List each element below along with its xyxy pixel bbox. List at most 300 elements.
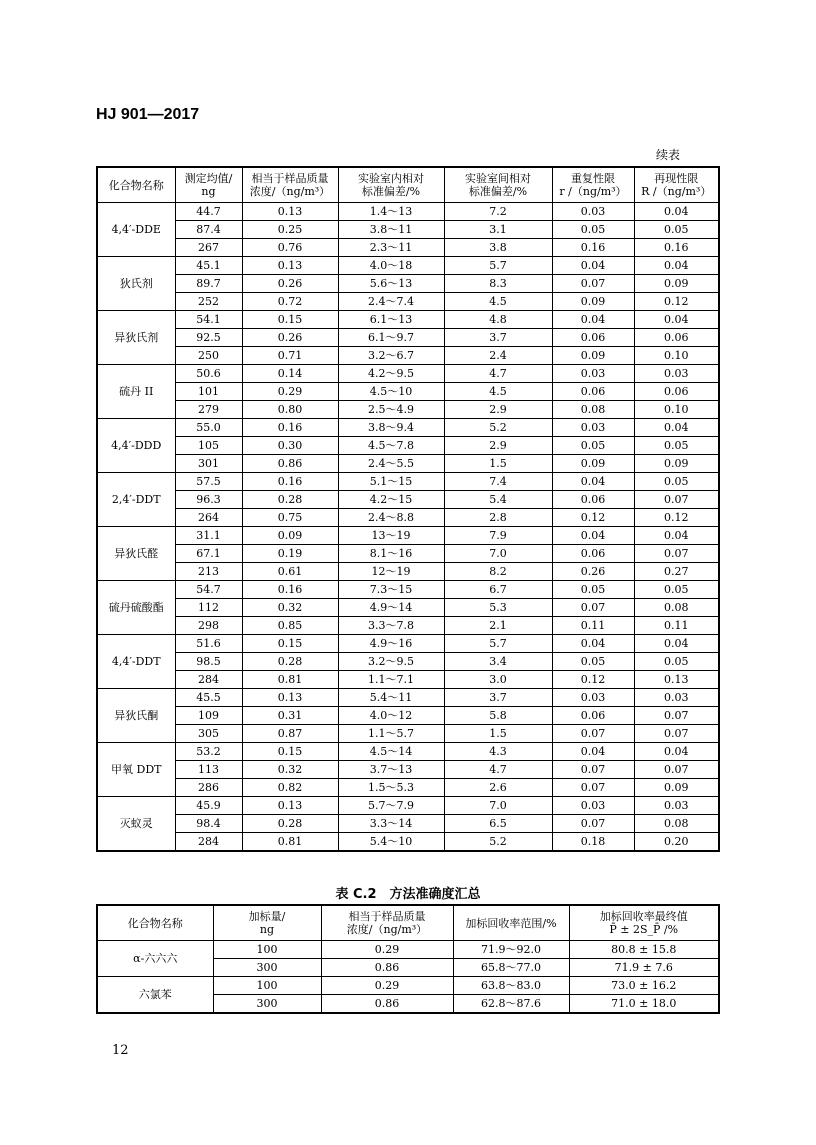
table-cell: 0.07 [634, 545, 719, 563]
table-row [97, 221, 719, 239]
table-cell: 0.09 [552, 293, 634, 311]
table-cell: 0.04 [552, 311, 634, 329]
table-row [97, 635, 719, 653]
table-cell: 0.07 [634, 491, 719, 509]
table-cell: 45.9 [175, 797, 242, 815]
table-cell: 0.04 [552, 635, 634, 653]
compound-name: 硫丹 II [97, 365, 175, 419]
table-row [97, 473, 719, 491]
table-cell: 4.0～18 [338, 257, 444, 275]
table-cell: 2.6 [444, 779, 552, 797]
table-cell: 0.10 [634, 401, 719, 419]
table-cell: 0.13 [242, 689, 338, 707]
table-cell: 0.03 [552, 365, 634, 383]
table-cell: 55.0 [175, 419, 242, 437]
standard-number: HJ 901—2017 [96, 106, 200, 123]
table-cell: 0.81 [242, 833, 338, 852]
table-cell: 0.80 [242, 401, 338, 419]
compound-name: 2,4′-DDT [97, 473, 175, 527]
table-row [97, 509, 719, 527]
table-row [97, 581, 719, 599]
column-header [97, 905, 213, 941]
table-cell: 5.7 [444, 635, 552, 653]
table-cell: 2.9 [444, 401, 552, 419]
table-cell: 71.9 ± 7.6 [569, 959, 719, 977]
table-row [97, 329, 719, 347]
table-cell: 2.1 [444, 617, 552, 635]
table-row [97, 401, 719, 419]
table-cell: 0.05 [634, 473, 719, 491]
table-cell: 0.16 [552, 239, 634, 257]
table-row [97, 437, 719, 455]
table-cell: 0.86 [242, 455, 338, 473]
table-cell: 1.4～13 [338, 203, 444, 221]
table-cell: 62.8～87.6 [453, 995, 569, 1014]
continued-label: 续表 [656, 148, 681, 162]
table-cell: 5.2 [444, 833, 552, 852]
table-cell: 0.07 [552, 725, 634, 743]
table-cell: 5.3 [444, 599, 552, 617]
table-cell: 8.2 [444, 563, 552, 581]
table-cell: 0.03 [552, 203, 634, 221]
table-cell: 0.07 [552, 815, 634, 833]
table-cell: 0.05 [552, 437, 634, 455]
table-cell: 3.3～14 [338, 815, 444, 833]
table-cell: 3.8～11 [338, 221, 444, 239]
table-cell: 0.05 [634, 581, 719, 599]
table-cell: 0.08 [634, 815, 719, 833]
table-cell: 0.03 [552, 797, 634, 815]
table-cell: 0.08 [552, 401, 634, 419]
compound-name: 4,4′-DDD [97, 419, 175, 473]
table-cell: 279 [175, 401, 242, 419]
table-cell: 0.06 [552, 545, 634, 563]
table-cell: 4.2～15 [338, 491, 444, 509]
table-cell: 0.86 [321, 959, 453, 977]
table-cell: 0.04 [552, 743, 634, 761]
table-cell: 1.1～5.7 [338, 725, 444, 743]
table-cell: 300 [213, 995, 321, 1014]
table-cell: 0.81 [242, 671, 338, 689]
table-cell: 2.4～5.5 [338, 455, 444, 473]
table-cell: 4.5～14 [338, 743, 444, 761]
table-cell: 0.13 [634, 671, 719, 689]
table-c2-title: 表 C.2 方法准确度汇总 [335, 887, 481, 902]
compound-name: 甲氧 DDT [97, 743, 175, 797]
table-cell: 0.04 [552, 527, 634, 545]
table-cell: 0.06 [552, 491, 634, 509]
table-cell: 0.04 [634, 419, 719, 437]
header-line: ng [259, 923, 275, 936]
table-row [97, 545, 719, 563]
table-cell: 0.06 [552, 383, 634, 401]
table-cell: 0.04 [634, 257, 719, 275]
table-row [97, 977, 719, 995]
table-cell: 0.07 [552, 275, 634, 293]
table-cell: 0.14 [242, 365, 338, 383]
table-cell: 0.12 [634, 293, 719, 311]
header-line: 浓度/（ng/m³） [249, 185, 331, 198]
table-row [97, 833, 719, 852]
table-cell: 65.8～77.0 [453, 959, 569, 977]
table-cell: 45.1 [175, 257, 242, 275]
table-cell: 0.04 [634, 311, 719, 329]
table-cell: 100 [213, 941, 321, 959]
table-cell: 6.1～13 [338, 311, 444, 329]
table-cell: 53.2 [175, 743, 242, 761]
table-cell: 0.16 [634, 239, 719, 257]
table-cell: 3.0 [444, 671, 552, 689]
table-cell: 96.3 [175, 491, 242, 509]
table-cell: 0.82 [242, 779, 338, 797]
table-row [97, 725, 719, 743]
table-row [97, 941, 719, 959]
table-cell: 51.6 [175, 635, 242, 653]
table-cell: 4.9～14 [338, 599, 444, 617]
table-cell: 0.05 [634, 437, 719, 455]
table-cell: 0.75 [242, 509, 338, 527]
table-cell: 4.9～16 [338, 635, 444, 653]
table-cell: 0.32 [242, 599, 338, 617]
table-cell: 250 [175, 347, 242, 365]
table-cell: 3.7 [444, 689, 552, 707]
column-header [453, 905, 569, 941]
table-cell: 0.26 [242, 275, 338, 293]
table-cell: 0.15 [242, 311, 338, 329]
table-row [97, 689, 719, 707]
table-cell: 6.7 [444, 581, 552, 599]
compound-name: 灭蚁灵 [97, 797, 175, 852]
table-cell: 45.5 [175, 689, 242, 707]
table-cell: 0.28 [242, 653, 338, 671]
table-cell: 4.5 [444, 383, 552, 401]
column-header [444, 167, 552, 203]
header-line: 再现性限 [654, 172, 699, 185]
column-header [321, 905, 453, 941]
table-cell: 5.4～11 [338, 689, 444, 707]
table-cell: 109 [175, 707, 242, 725]
table-cell: 252 [175, 293, 242, 311]
header-line: P̄ ± 2S_P̄ /% [609, 923, 679, 936]
table-cell: 284 [175, 833, 242, 852]
table-cell: 0.04 [634, 743, 719, 761]
table-cell: 2.9 [444, 437, 552, 455]
compound-name: 异狄氏酮 [97, 689, 175, 743]
table-cell: 0.05 [552, 581, 634, 599]
accuracy-table [96, 904, 720, 1014]
header-line: 浓度/（ng/m³） [346, 923, 428, 936]
table-cell: 0.27 [634, 563, 719, 581]
table-cell: 0.09 [242, 527, 338, 545]
table-cell: 0.07 [634, 761, 719, 779]
table-cell: 92.5 [175, 329, 242, 347]
table-cell: 0.07 [634, 725, 719, 743]
table-cell: 57.5 [175, 473, 242, 491]
table-cell: 4.2～9.5 [338, 365, 444, 383]
table-cell: 98.5 [175, 653, 242, 671]
table-cell: 1.5～5.3 [338, 779, 444, 797]
table-cell: 3.8～9.4 [338, 419, 444, 437]
table-row [97, 491, 719, 509]
header-line: 加标回收率范围/% [465, 916, 557, 930]
table-cell: 13～19 [338, 527, 444, 545]
table-cell: 0.13 [242, 257, 338, 275]
table-cell: 300 [213, 959, 321, 977]
table-row [97, 311, 719, 329]
table-cell: 0.06 [634, 329, 719, 347]
table-cell: 5.6～13 [338, 275, 444, 293]
table-cell: 0.71 [242, 347, 338, 365]
table-cell: 0.86 [321, 995, 453, 1014]
table-cell: 4.3 [444, 743, 552, 761]
table-cell: 0.05 [634, 653, 719, 671]
table-row [97, 419, 719, 437]
table-cell: 0.09 [634, 275, 719, 293]
page-number: 12 [112, 1043, 129, 1058]
table-row [97, 743, 719, 761]
table-cell: 0.12 [552, 509, 634, 527]
table-cell: 2.4～7.4 [338, 293, 444, 311]
compound-name: 4,4′-DDT [97, 635, 175, 689]
table-cell: 0.08 [634, 599, 719, 617]
table-cell: 0.13 [242, 203, 338, 221]
header-line: ng [201, 185, 216, 198]
table-cell: 5.8 [444, 707, 552, 725]
table-cell: 7.4 [444, 473, 552, 491]
table-cell: 0.04 [634, 527, 719, 545]
header-line: 加标回收率最终值 [599, 910, 688, 923]
table-cell: 1.5 [444, 455, 552, 473]
table-cell: 2.4～8.8 [338, 509, 444, 527]
table-cell: 4.8 [444, 311, 552, 329]
table-cell: 54.1 [175, 311, 242, 329]
table-cell: 4.0～12 [338, 707, 444, 725]
table-cell: 67.1 [175, 545, 242, 563]
table-cell: 298 [175, 617, 242, 635]
table-cell: 0.06 [552, 707, 634, 725]
table-cell: 7.3～15 [338, 581, 444, 599]
table-cell: 4.5 [444, 293, 552, 311]
column-header [552, 167, 634, 203]
compound-name: α-六六六 [97, 941, 213, 977]
table-cell: 63.8～83.0 [453, 977, 569, 995]
header-line: 化合物名称 [108, 178, 164, 192]
table-cell: 3.3～7.8 [338, 617, 444, 635]
table-cell: 4.7 [444, 365, 552, 383]
table-cell: 5.1～15 [338, 473, 444, 491]
table-cell: 4.7 [444, 761, 552, 779]
table-cell: 0.87 [242, 725, 338, 743]
compound-name: 异狄氏醛 [97, 527, 175, 581]
table-cell: 0.26 [552, 563, 634, 581]
table-cell: 264 [175, 509, 242, 527]
table-header-row [97, 167, 719, 203]
table-cell: 100 [213, 977, 321, 995]
table-cell: 0.26 [242, 329, 338, 347]
table-row [97, 797, 719, 815]
table-cell: 286 [175, 779, 242, 797]
table-cell: 0.03 [634, 365, 719, 383]
table-cell: 5.4～10 [338, 833, 444, 852]
table-row [97, 563, 719, 581]
compound-name: 狄氏剂 [97, 257, 175, 311]
table-cell: 105 [175, 437, 242, 455]
compound-name: 六氯苯 [97, 977, 213, 1014]
table-row [97, 653, 719, 671]
table-row [97, 617, 719, 635]
table-cell: 213 [175, 563, 242, 581]
table-cell: 8.3 [444, 275, 552, 293]
table-row [97, 275, 719, 293]
column-header [338, 167, 444, 203]
table-cell: 71.9～92.0 [453, 941, 569, 959]
table-cell: 6.1～9.7 [338, 329, 444, 347]
table-cell: 2.8 [444, 509, 552, 527]
table-row [97, 815, 719, 833]
header-line: 标准偏差/% [361, 185, 421, 198]
table-cell: 0.32 [242, 761, 338, 779]
header-line: r /（ng/m³） [559, 185, 627, 198]
table-cell: 0.19 [242, 545, 338, 563]
table-cell: 0.07 [634, 707, 719, 725]
compound-name: 4,4′-DDE [97, 203, 175, 257]
table-cell: 0.16 [242, 419, 338, 437]
table-cell: 98.4 [175, 815, 242, 833]
table-cell: 0.11 [634, 617, 719, 635]
table-cell: 6.5 [444, 815, 552, 833]
table-row [97, 671, 719, 689]
column-header [569, 905, 719, 941]
table-cell: 3.8 [444, 239, 552, 257]
table-cell: 305 [175, 725, 242, 743]
header-line: 实验室内相对 [358, 172, 424, 185]
table-cell: 5.2 [444, 419, 552, 437]
table-row [97, 257, 719, 275]
table-row [97, 779, 719, 797]
header-line: 标准偏差/% [468, 185, 528, 198]
table-cell: 7.2 [444, 203, 552, 221]
table-cell: 0.03 [552, 689, 634, 707]
header-line: R /（ng/m³） [641, 185, 712, 198]
column-header [242, 167, 338, 203]
column-header [97, 167, 175, 203]
table-cell: 0.07 [552, 761, 634, 779]
table-cell: 0.29 [321, 941, 453, 959]
table-cell: 0.61 [242, 563, 338, 581]
table-row [97, 365, 719, 383]
table-cell: 7.0 [444, 797, 552, 815]
table-cell: 0.04 [634, 203, 719, 221]
column-header [634, 167, 719, 203]
table-cell: 0.72 [242, 293, 338, 311]
table-cell: 0.09 [552, 455, 634, 473]
table-cell: 3.7 [444, 329, 552, 347]
table-cell: 7.9 [444, 527, 552, 545]
table-cell: 101 [175, 383, 242, 401]
table-cell: 0.05 [552, 221, 634, 239]
column-header [175, 167, 242, 203]
table-cell: 89.7 [175, 275, 242, 293]
table-cell: 0.04 [634, 635, 719, 653]
table-cell: 0.29 [321, 977, 453, 995]
table-cell: 3.4 [444, 653, 552, 671]
table-cell: 113 [175, 761, 242, 779]
table-row [97, 527, 719, 545]
table-row [97, 347, 719, 365]
table-header-row [97, 905, 719, 941]
table-cell: 0.11 [552, 617, 634, 635]
table-row [97, 707, 719, 725]
table-row [97, 599, 719, 617]
table-cell: 5.7～7.9 [338, 797, 444, 815]
header-line: 相当于样品质量 [348, 910, 426, 923]
table-cell: 73.0 ± 16.2 [569, 977, 719, 995]
table-cell: 0.06 [552, 329, 634, 347]
table-cell: 5.4 [444, 491, 552, 509]
header-line: 实验室间相对 [465, 172, 531, 185]
table-cell: 0.09 [634, 455, 719, 473]
table-cell: 0.07 [552, 599, 634, 617]
header-line: 重复性限 [571, 172, 615, 185]
table-cell: 0.30 [242, 437, 338, 455]
table-cell: 0.05 [552, 653, 634, 671]
table-row [97, 455, 719, 473]
table-cell: 3.2～6.7 [338, 347, 444, 365]
table-cell: 0.15 [242, 743, 338, 761]
table-cell: 0.04 [552, 257, 634, 275]
table-cell: 0.16 [242, 581, 338, 599]
table-cell: 0.28 [242, 491, 338, 509]
table-cell: 2.5～4.9 [338, 401, 444, 419]
table-cell: 0.04 [552, 473, 634, 491]
table-row [97, 203, 719, 221]
table-cell: 0.13 [242, 797, 338, 815]
table-row [97, 293, 719, 311]
table-cell: 54.7 [175, 581, 242, 599]
table-cell: 31.1 [175, 527, 242, 545]
table-cell: 7.0 [444, 545, 552, 563]
column-header [213, 905, 321, 941]
table-cell: 0.31 [242, 707, 338, 725]
table-cell: 301 [175, 455, 242, 473]
compound-name: 异狄氏剂 [97, 311, 175, 365]
table-cell: 0.03 [634, 797, 719, 815]
table-cell: 0.03 [634, 689, 719, 707]
table-cell: 0.09 [552, 347, 634, 365]
header-line: 相当于样品质量 [251, 172, 329, 185]
table-cell: 1.1～7.1 [338, 671, 444, 689]
table-cell: 0.12 [634, 509, 719, 527]
table-cell: 4.5～10 [338, 383, 444, 401]
table-cell: 12～19 [338, 563, 444, 581]
table-cell: 4.5～7.8 [338, 437, 444, 455]
table-cell: 3.1 [444, 221, 552, 239]
table-cell: 0.10 [634, 347, 719, 365]
table-cell: 0.18 [552, 833, 634, 852]
precision-table [96, 166, 720, 852]
table-cell: 267 [175, 239, 242, 257]
header-line: 化合物名称 [127, 916, 183, 930]
table-cell: 3.2～9.5 [338, 653, 444, 671]
table-cell: 0.09 [634, 779, 719, 797]
table-cell: 2.4 [444, 347, 552, 365]
table-cell: 0.07 [552, 779, 634, 797]
header-line: 加标量/ [248, 910, 286, 923]
table-cell: 0.03 [552, 419, 634, 437]
table-cell: 0.06 [634, 383, 719, 401]
table-cell: 71.0 ± 18.0 [569, 995, 719, 1014]
table-cell: 0.29 [242, 383, 338, 401]
